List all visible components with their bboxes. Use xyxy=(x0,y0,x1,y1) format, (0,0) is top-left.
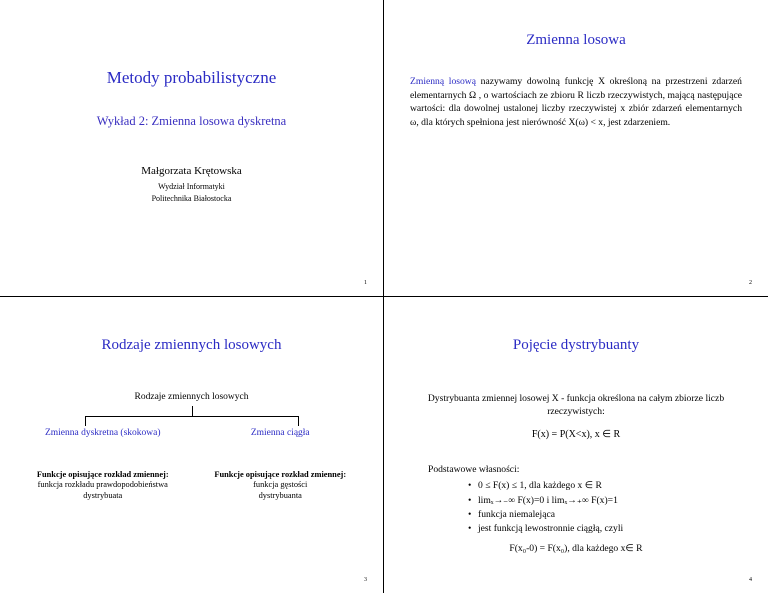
tree-right-branch-connector xyxy=(298,416,299,426)
slide-1-subtitle: Wykład 2: Zmienna losowa dyskretna xyxy=(96,114,287,128)
slide-4-page-number: 4 xyxy=(749,577,752,583)
column-continuous-line-1: funkcja gęstości xyxy=(253,480,308,490)
slide-1-affiliation-faculty: Wydział Informatyki xyxy=(158,182,225,191)
slide-1 xyxy=(0,0,384,297)
column-continuous-header: Funkcje opisujące rozkład zmiennej: xyxy=(214,469,347,479)
slide-3-column-discrete xyxy=(14,470,192,503)
slide-4-properties-list xyxy=(428,479,754,537)
tree-branch-left-label: Zmienna dyskretna (skokowa) xyxy=(44,427,161,438)
column-discrete-line-1: funkcja rozkładu prawdopodobieństwa xyxy=(37,480,168,490)
tree-branch-right-label: Zmienna ciągła xyxy=(250,427,310,438)
classification-tree-diagram xyxy=(14,392,369,462)
slide-4 xyxy=(384,297,768,593)
slide-4-formula-cdf: F(x) = P(X<x), x ∈ R xyxy=(531,429,621,441)
slide-1-title: Metody probabilistyczne xyxy=(106,68,277,87)
slide-3-title: Rodzaje zmiennych losowych xyxy=(101,336,282,353)
slide-1-page-number: 1 xyxy=(364,279,367,286)
list-item: • jest funkcją lewostronnie ciągłą, czyli xyxy=(468,522,754,536)
column-discrete-header: Funkcje opisujące rozkład zmiennej: xyxy=(36,469,169,479)
slide-4-properties-title: Podstawowe własności: xyxy=(428,464,520,476)
list-item: • limₓ→₋∞ F(x)=0 i limₓ→₊∞ F(x)=1 xyxy=(468,494,754,508)
tree-vertical-connector xyxy=(192,406,193,416)
slide-3-columns xyxy=(14,470,369,503)
list-item: • 0 ≤ F(x) ≤ 1, dla każdego x ∈ R xyxy=(468,479,754,493)
slide-2-title: Zmienna losowa xyxy=(526,32,626,48)
tree-left-branch-connector xyxy=(85,416,86,426)
slide-2 xyxy=(384,0,768,297)
column-discrete-line-2: dystrybuata xyxy=(83,491,123,501)
slide-1-affiliation-university: Politechnika Białostocka xyxy=(151,194,232,203)
list-item: • funkcja niemalejąca xyxy=(468,508,754,522)
slide-3-page-number: 3 xyxy=(364,577,367,583)
slide-4-definition: Dystrybuanta zmiennej losowej X - funkcja określona na całym zbiorze liczb rzeczywistych: xyxy=(427,392,725,418)
slide-2-page-number: 2 xyxy=(749,279,752,286)
slide-1-author: Małgorzata Krętowska xyxy=(141,165,242,177)
tree-horizontal-connector xyxy=(85,416,298,417)
slide-3-column-continuous xyxy=(192,470,370,503)
column-continuous-line-2: dystrybuanta xyxy=(258,491,302,501)
slide-2-body-lead: Zmienną losową xyxy=(410,76,476,87)
slide-2-body-rest: nazywamy dowolną funkcję X określoną na przestrzeni zdarzeń elementarnych Ω , o wartościach ze zbioru R liczb rzeczywistych, mającą następujące wartości: dla dowolnej ustalonej liczby rzeczywistej x zbiór zdarzeń elementarnych ω, dla których spełniona jest nierówność X(ω) < x, jest zdarzeniem. xyxy=(410,76,742,128)
slide-4-title: Pojęcie dystrybuanty xyxy=(512,336,640,353)
slide-2-body xyxy=(410,75,742,129)
tree-branch-labels xyxy=(14,428,369,438)
tree-root-label: Rodzaje zmiennych losowych xyxy=(134,391,249,402)
slide-3 xyxy=(0,297,384,593)
slide-4-formula-left-continuity: F(x₀-0) = F(x₀), dla każdego x∈ R xyxy=(509,542,643,554)
